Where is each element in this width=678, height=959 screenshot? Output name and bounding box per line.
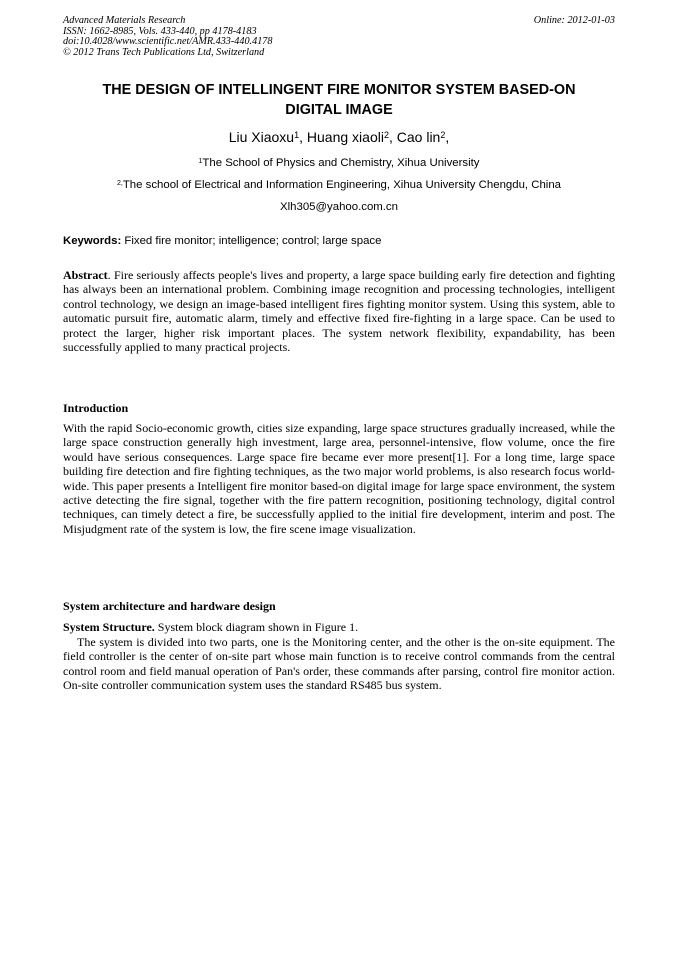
introduction-heading: Introduction [63,401,129,415]
author-1-affil-mark: 1 [294,130,300,140]
author-3-affil-mark: 2 [440,130,446,140]
system-structure-label: System Structure. [63,620,155,634]
author-2-affil-mark: 2 [383,130,389,140]
copyright-line: © 2012 Trans Tech Publications Ltd, Switzerland [63,46,265,58]
abstract-text: . Fire seriously affects people's lives and property, a large space building early fire detection and fighting has always been an international problem. Combining image recognition and processing technologies, intelligent control technology, we design an image-based intelligent fires fighting monitor system. Using this system, able to automatic pursuit fire, automatic alarm, timely and effective fixed fire-fighting in a large space. Can be used to protect the larger, higher risk important places. The system network flexibility, expandability, has been successfully applied to many practical projects. [63,268,615,355]
author-trailing-comma: , [445,129,450,145]
journal-name: Advanced Materials Research [63,15,186,26]
affiliation-2 [63,178,615,192]
system-body-text: The system is divided into two parts, one is the Monitoring center, and the other is the on-site equipment. The field controller is the center of on-site part whose main function is to receive control commands from the central control room and field manual operation of Pan's order, these commands after parsing, control fire monitor action. On-site controller communication system uses the standard RS485 bus system. [63,635,615,693]
keywords-label: Keywords: [63,235,122,247]
author-3: Cao lin [396,129,441,145]
affiliation-2-mark: 2, [117,180,123,187]
doi-line: doi:10.4028/www.scientific.net/AMR.433-440.4178 [63,36,273,48]
author-email: Xlh305@yahoo.com.cn [280,201,398,213]
abstract [63,268,615,354]
keywords-text: Fixed fire monitor; intelligence; control; large space [121,235,382,247]
system-structure-text: System block diagram shown in Figure 1. [154,620,359,634]
author-1: Liu Xiaoxu [228,129,295,145]
issn-line: ISSN: 1662-8985, Vols. 433-440, pp 4178-4183 [63,25,257,37]
affiliation-1-text: The School of Physics and Chemistry, Xihua University [202,157,480,169]
abstract-label: Abstract [63,268,108,282]
author-separator: , [299,129,307,145]
affiliation-2-text: The school of Electrical and Information Engineering, Xihua University Chengdu, China [122,179,561,191]
introduction-text: With the rapid Socio-economic growth, cities size expanding, large space structures gradually increased, while the large space construction generally high investment, large area, personnel-intensive, flow volume, once the fire would have serious consequences. Large space fire became ever more present[1]. For a long time, large space building fire detection and fire fighting techniques, as the two major world problems, is also research focus world-wide. This paper presents a Intelligent fire monitor based-on digital image for large space environment, the system active detecting the fire signal, together with the fire pattern recognition, positioning technology, digital control techniques, can timely detect a fire, be successfully applied to the initial fire development, interim and post. The Misjudgment rate of the system is low, the fire scene image visualization. [63,421,615,536]
author-2: Huang xiaoli [306,129,384,145]
author-separator: , [388,129,397,145]
system-section-heading: System architecture and hardware design [63,599,276,613]
journal-header [63,16,615,58]
title-line-2: DIGITAL IMAGE [285,101,393,118]
author-list [63,128,615,146]
affiliation-1-mark: 1 [198,158,203,165]
affiliation-1 [63,156,615,170]
system-structure-paragraph [63,620,615,634]
paper-title [63,81,615,120]
title-line-1: THE DESIGN OF INTELLINGENT FIRE MONITOR SYSTEM BASED-ON [102,82,576,98]
online-date: Online: 2012-01-03 [533,15,615,26]
keywords [63,234,615,248]
